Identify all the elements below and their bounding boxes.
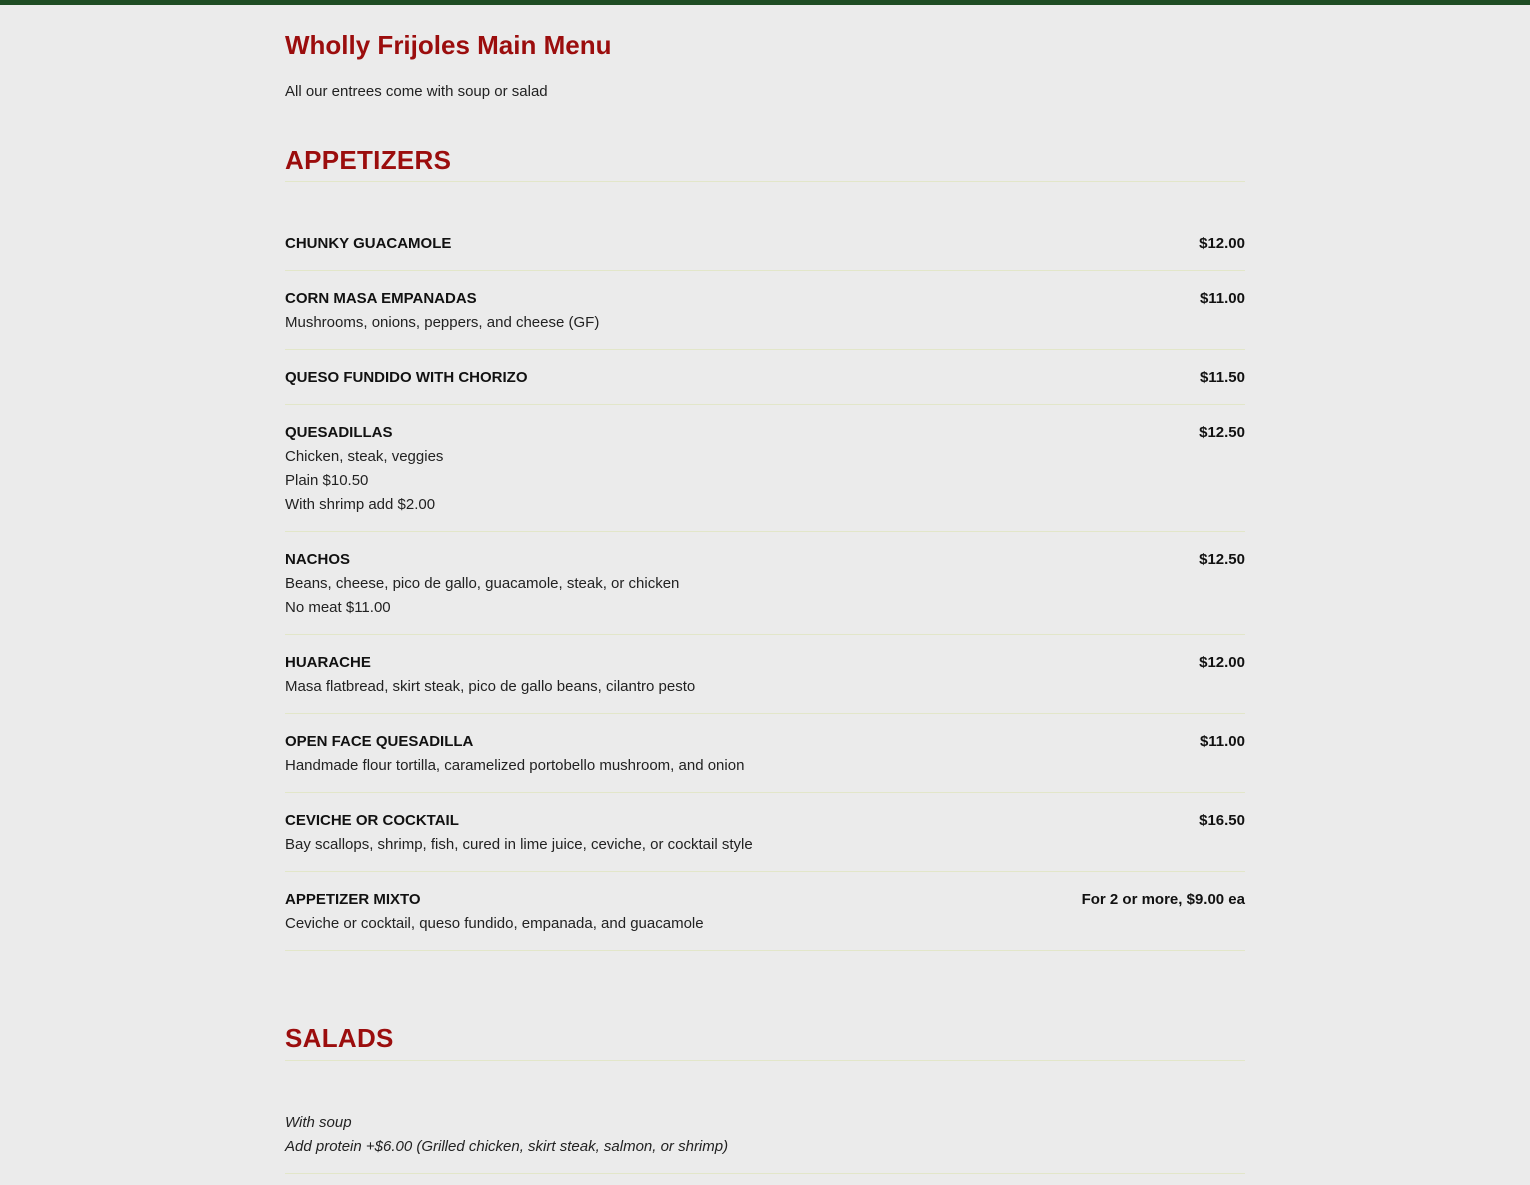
- section-heading-salads: SALADS: [285, 1023, 394, 1053]
- item-price: $12.00: [1199, 654, 1245, 671]
- item-price: $11.50: [1199, 369, 1245, 386]
- menu-item-open-face-quesadilla: [285, 730, 1245, 793]
- item-name: CEVICHE OR COCKTAIL: [285, 812, 459, 829]
- menu-item-huarache: [285, 651, 1245, 714]
- item-name: QUESADILLAS: [285, 424, 393, 441]
- page-title: Wholly Frijoles Main Menu: [285, 30, 612, 60]
- item-description: Handmade flour tortilla, caramelized portobello mushroom, and onion: [285, 757, 745, 774]
- item-price: $12.00: [1199, 235, 1245, 252]
- item-option: With shrimp add $2.00: [285, 496, 436, 513]
- item-name: OPEN FACE QUESADILLA: [285, 733, 474, 750]
- item-description: Mushrooms, onions, peppers, and cheese (GF): [285, 314, 600, 331]
- item-price: For 2 or more, $9.00 ea: [1081, 891, 1245, 908]
- menu-item-quesadillas: [285, 421, 1245, 532]
- item-option: Plain $10.50: [285, 472, 369, 489]
- item-description: Ceviche or cocktail, queso fundido, empanada, and guacamole: [285, 915, 704, 932]
- item-price: $12.50: [1199, 551, 1245, 568]
- item-name: CHUNKY GUACAMOLE: [285, 235, 452, 252]
- item-price: $11.00: [1199, 290, 1245, 307]
- item-description: Chicken, steak, veggies: [285, 448, 444, 465]
- salad-note: Add protein +$6.00 (Grilled chicken, skirt steak, salmon, or shrimp): [285, 1138, 729, 1155]
- menu-item-queso-fundido: [285, 366, 1245, 405]
- salads-notes: [285, 1111, 1245, 1174]
- section-divider: [285, 1060, 1245, 1061]
- top-accent-bar: [0, 0, 1530, 5]
- menu-item-appetizer-mixto: [285, 888, 1245, 951]
- item-option: No meat $11.00: [285, 599, 391, 616]
- item-description: Beans, cheese, pico de gallo, guacamole, steak, or chicken: [285, 575, 680, 592]
- menu-item-corn-masa-empanadas: [285, 287, 1245, 350]
- item-name: HUARACHE: [285, 654, 371, 671]
- menu-item-ceviche-or-cocktail: [285, 809, 1245, 872]
- item-name: NACHOS: [285, 551, 351, 568]
- salad-note: With soup: [285, 1114, 352, 1131]
- item-name: APPETIZER MIXTO: [285, 891, 421, 908]
- item-name: CORN MASA EMPANADAS: [285, 290, 477, 307]
- menu-item-chunky-guacamole: [285, 232, 1245, 271]
- item-price: $16.50: [1199, 812, 1245, 829]
- item-description: Bay scallops, shrimp, fish, cured in lime juice, ceviche, or cocktail style: [285, 836, 753, 853]
- menu-item-nachos: [285, 548, 1245, 635]
- section-divider: [285, 181, 1245, 182]
- item-name: QUESO FUNDIDO WITH CHORIZO: [285, 369, 528, 386]
- item-price: $11.00: [1199, 733, 1245, 750]
- section-heading-appetizers: APPETIZERS: [285, 145, 452, 175]
- menu-intro: All our entrees come with soup or salad: [285, 83, 548, 100]
- item-price: $12.50: [1199, 424, 1245, 441]
- item-description: Masa flatbread, skirt steak, pico de gallo beans, cilantro pesto: [285, 678, 696, 695]
